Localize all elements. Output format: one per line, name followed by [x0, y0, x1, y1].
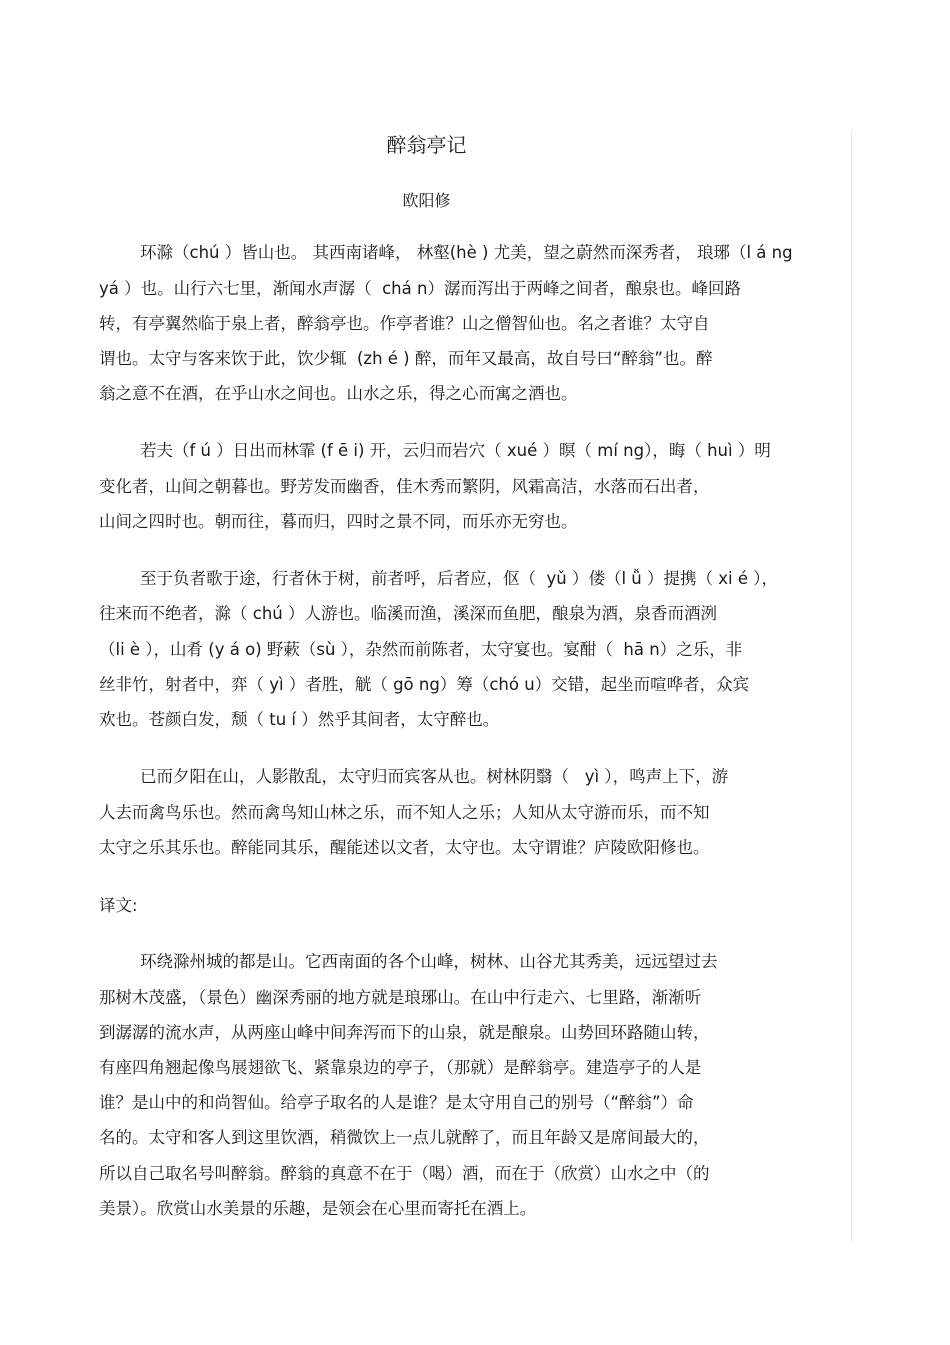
original-p3-line-3: （li è ），山肴 (y á o) 野蔌（sù ），杂然而前陈者，太守宴也。宴酣（ hā n）之乐，非	[99, 640, 743, 659]
translation-line-6: 名的。太守和客人到这里饮酒，稍微饮上一点儿就醉了，而且年龄又是席间最大的，	[99, 1128, 710, 1147]
original-p3-line-2: 往来而不绝者，滁（ chú ）人游也。临溪而渔，溪深而鱼肥，酿泉为酒，泉香而酒洌	[99, 604, 717, 623]
original-p3-line-4: 丝非竹，射者中，弈（ yì ）者胜，觥（ gō ng）筹（chó u）交错，起坐而喧哗者，众宾	[99, 675, 750, 694]
original-p1-line-2: yá ）也。山行六七里，渐闻水声潺（ chá n）潺而泻出于两峰之间者，酿泉也。峰回路	[99, 279, 741, 298]
translation-line-8: 美景）。欣赏山水美景的乐趣，是领会在心里而寄托在酒上。	[99, 1199, 537, 1218]
original-p4-line-3: 太守之乐其乐也。醉能同其乐，醒能述以文者，太守也。太守谓谁？庐陵欧阳修也。	[99, 838, 710, 857]
translation-line-1: 环绕滁州城的都是山。它西南面的各个山峰，树林、山谷尤其秀美，远远望过去	[140, 952, 718, 971]
translation-line-2: 那树木茂盛，（景色）幽深秀丽的地方就是琅琊山。在山中行走六、七里路，渐渐听	[99, 988, 702, 1007]
original-p1-line-4: 谓也。太守与客来饮于此，饮少辄 (zh é ) 醉，而年又最高，故自号曰“醉翁”也。醉	[99, 349, 713, 368]
original-p1-line-3: 转，有亭翼然临于泉上者，醉翁亭也。作亭者谁？山之僧智仙也。名之者谁？太守自	[99, 314, 710, 333]
original-p1-line-5: 翁之意不在酒，在乎山水之间也。山水之乐，得之心而寓之酒也。	[99, 384, 578, 403]
document-title: 醉翁亭记	[386, 133, 467, 157]
translation-line-4: 有座四角翘起像鸟展翅欲飞、紧靠泉边的亭子，（那就）是醉翁亭。建造亭子的人是	[99, 1058, 702, 1077]
translation-line-5: 谁？是山中的和尚智仙。给亭子取名的人是谁？是太守用自己的别号（“醉翁”）命	[99, 1093, 694, 1112]
translation-line-7: 所以自己取名号叫醉翁。醉翁的真意不在于（喝）酒，而在于（欣赏）山水之中（的	[99, 1164, 710, 1183]
document-author: 欧阳修	[402, 191, 451, 210]
original-p2-line-1: 若夫（f ú ）日出而林霏 (f ē i) 开，云归而岩穴（ xué ）暝（ mí ng），晦（ huì ）明	[140, 441, 771, 460]
translation-line-3: 到潺潺的流水声，从两座山峰中间奔泻而下的山泉，就是酿泉。山势回环路随山转，	[99, 1023, 710, 1042]
original-p3-line-5: 欢也。苍颜白发，颓（ tu í ）然乎其间者，太守醉也。	[99, 710, 500, 729]
translation-label: 译文:	[99, 896, 138, 915]
original-p4-line-1: 已而夕阳在山，人影散乱，太守归而宾客从也。树林阴翳（ yì ），鸣声上下，游	[140, 767, 729, 786]
original-p3-line-1: 至于负者歌于途，行者休于树，前者呼，后者应，伛（ yǔ ）偻（l ǚ ）提携（ xi é ），	[140, 569, 778, 588]
original-p2-line-3: 山间之四时也。朝而往，暮而归，四时之景不同，而乐亦无穷也。	[99, 512, 578, 531]
original-p2-line-2: 变化者，山间之朝暮也。野芳发而幽香，佳木秀而繁阴，风霜高洁，水落而石出者，	[99, 477, 710, 496]
original-p4-line-2: 人去而禽鸟乐也。然而禽鸟知山林之乐，而不知人之乐；人知从太守游而乐，而不知	[99, 803, 710, 822]
original-p1-line-1: 环滁（chú ）皆山也。 其西南诸峰， 林壑(hè ) 尤美，望之蔚然而深秀者， 琅琊（l á ng	[140, 243, 793, 262]
